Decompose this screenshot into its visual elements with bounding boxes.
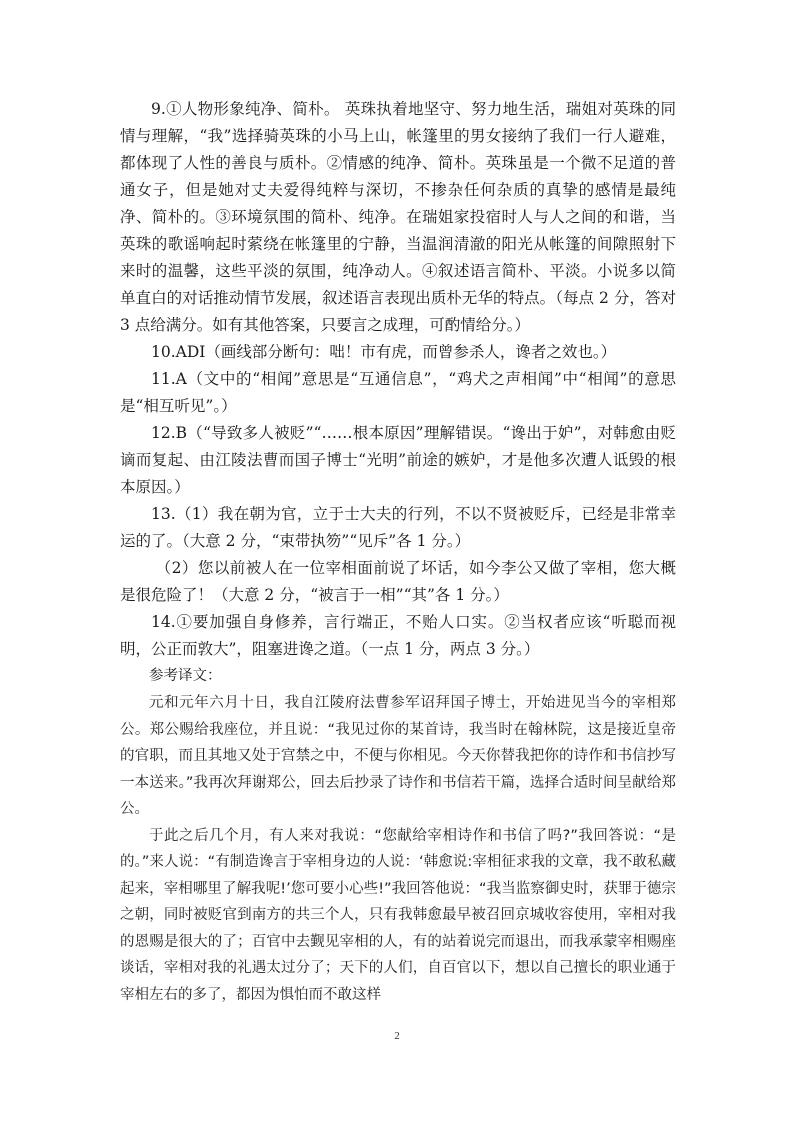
answer-11: 11.A（文中的“相闻”意思是“互通信息”，“鸡犬之声相闻”中“相闻”的意思是“相互听见”。）: [120, 370, 676, 415]
answer-13-1: 13.（1）我在朝为官，立于士大夫的行列，不以不贤被贬斥，已经是非常幸运的了。（大意 2 分，“束带执笏”“见斥”各 1 分。）: [120, 505, 676, 550]
answer-10: 10.ADI（画线部分断句：咄！市有虎，而曾参杀人，谗者之效也。）: [151, 343, 617, 361]
answer-content: [120, 96, 676, 1008]
translation-paragraph-1: 元和元年六月十日，我自江陵府法曹参军诏拜国子博士，开始进见当今的宰相郑公。郑公赐给我座位，并且说：“我见过你的某首诗，我当时在翰林院，这是接近皇帝的官职，而且其地又处于宫禁之中，不便与你相见。今天你替我把你的诗作和书信抄写一本送来。”我再次拜谢郑公，回去后抄录了诗作和书信若干篇，选择合适时间呈献给郑公。: [120, 695, 676, 817]
translation-paragraph-2: 于此之后几个月，有人来对我说：“您献给宰相诗作和书信了吗?”我回答说：“是的。”来人说：“有制造谗言于宰相身边的人说：‘韩愈说:宰相征求我的文章，我不敢私藏起来，宰相哪里了解我呢!’您可要小心些!”我回答他说：“我当监察御史时，获罪于德宗之朝，同时被贬官到南方的共三个人，只有我韩愈最早被召回京城收容使用，宰相对我的恩赐是很大的了；百官中去觐见宰相的人，有的站着说完而退出，而我承蒙宰相赐座谈话，宰相对我的礼遇太过分了；天下的人们，自百官以下，想以自己擅长的职业通于宰相左右的多了，都因为惧怕而不敢这样: [120, 827, 676, 1003]
answer-9: 9.①人物形象纯净、简朴。 英珠执着地坚守、努力地生活，瑞姐对英珠的同情与理解，“我”选择骑英珠的小马上山，帐篷里的男女接纳了我们一行人避难，都体现了人性的善良与质朴。②情感的纯净、简朴。英珠虽是一个微不足道的普通女子，但是她对丈夫爱得纯粹与深切，不掺杂任何杂质的真挚的感情是最纯净、简朴的。③环境氛围的简朴、纯净。在瑞姐家投宿时人与人之间的和谐，当英珠的歌谣响起时萦绕在帐篷里的宁静，当温润清澈的阳光从帐篷的间隙照射下来时的温馨，这些平淡的氛围，纯净动人。④叙述语言简朴、平淡。小说多以简单直白的对话推动情节发展，叙述语言表现出质朴无华的特点。（每点 2 分，答对 3 点给满分。如有其他答案，只要言之成理，可酌情给分。）: [120, 100, 676, 334]
answer-12: 12.B（“导致多人被贬”“……根本原因”理解错误。“谗出于妒”，对韩愈由贬谪而复起、由江陵法曹而国子博士“光明”前途的嫉妒，才是他多次遭人诋毁的根本原因。）: [120, 424, 676, 496]
translation-label: 参考译文：: [149, 668, 222, 684]
answer-13-2: （2）您以前被人在一位宰相面前说了坏话，如今李公又做了宰相，您大概是很危险了！（大意 2 分，“被言于一相”“其”各 1 分。）: [120, 559, 676, 604]
answer-14: 14.①要加强自身修养，言行端正，不贻人口实。②当权者应该“听聪而视明，公正而敦大”，阻塞进谗之道。（一点 1 分，两点 3 分。）: [120, 613, 676, 658]
page-number: 2: [394, 1030, 400, 1042]
